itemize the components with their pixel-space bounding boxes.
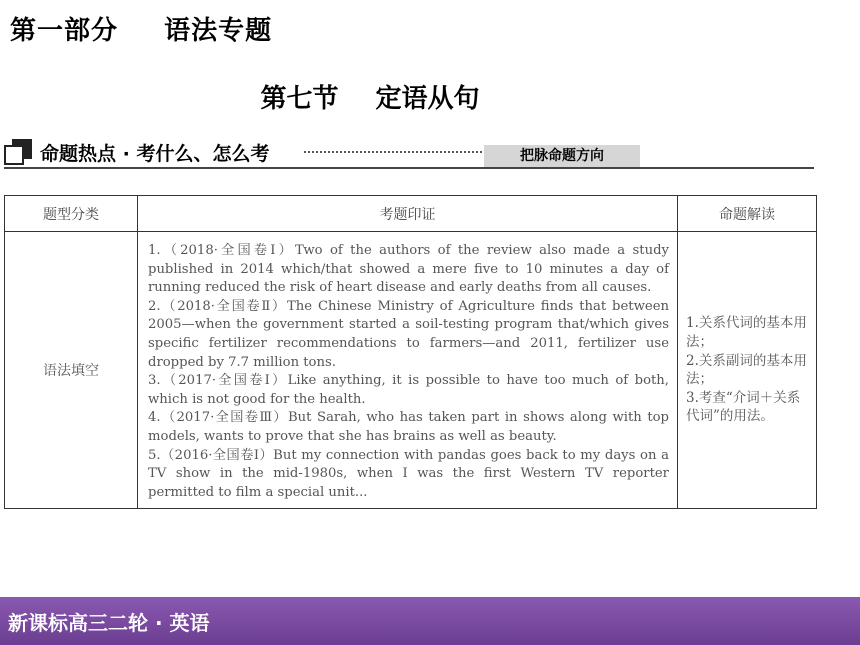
table-row (5, 232, 817, 509)
header-examples: 考题印证 (138, 196, 678, 232)
banner-tag: 把脉命题方向 (484, 145, 640, 167)
part-title (10, 10, 272, 47)
header-notes: 命题解读 (678, 196, 817, 232)
footer-bar (0, 597, 860, 645)
example-item: 5.（2016·全国卷Ⅰ）But my connection with pandas goes back to my days on a TV show in the mid-1980s, when I was the first Western TV reporter permitted to film a special unit... (148, 447, 669, 500)
note-item: 1.关系代词的基本用法； (686, 315, 807, 350)
exam-table (4, 195, 817, 509)
note-item: 3.考查“介词＋关系代词”的用法。 (686, 389, 801, 425)
section-title (0, 78, 740, 115)
example-item: 3.（2017·全国卷Ⅰ）Like anything, it is possible to have too much of both, which is not good for the health. (148, 373, 669, 407)
header-type: 题型分类 (5, 196, 138, 232)
table-header-row (5, 196, 817, 232)
example-list (138, 232, 678, 509)
part-label: 第一部分 (10, 16, 119, 46)
dotted-leader (304, 151, 482, 153)
note-list (678, 232, 817, 509)
hot-topic-banner (4, 135, 814, 169)
example-item: 4.（2017·全国卷Ⅲ）But Sarah, who has taken part in shows along with top models, wants to prove that she has brains as well as beauty. (148, 410, 669, 444)
banner-heading: 命题热点 · 考什么、怎么考 (40, 143, 270, 165)
example-item: 2.（2018·全国卷Ⅱ）The Chinese Ministry of Agriculture finds that between 2005—when the government started a soil-testing program that/which gives specific fertilizer recommendations to farmers—and 2011, fertilizer use dropped by 7.7 million tons. (148, 298, 669, 370)
note-item: 2.关系副词的基本用法； (686, 352, 807, 388)
banner-rule (4, 167, 814, 169)
part-topic: 语法专题 (164, 16, 273, 46)
question-type: 语法填空 (5, 232, 138, 509)
section-label: 第七节 (260, 84, 339, 114)
example-item: 1.（2018·全国卷Ⅰ）Two of the authors of the review also made a study published in 2014 which/that showed a mere five to 10 minutes a day of running reduced the risk of heart disease and early deaths from all causes. (148, 243, 669, 296)
section-topic: 定语从句 (375, 84, 480, 114)
footer-label: 新课标高三二轮 · 英语 (8, 611, 210, 635)
square-icon (4, 145, 24, 165)
